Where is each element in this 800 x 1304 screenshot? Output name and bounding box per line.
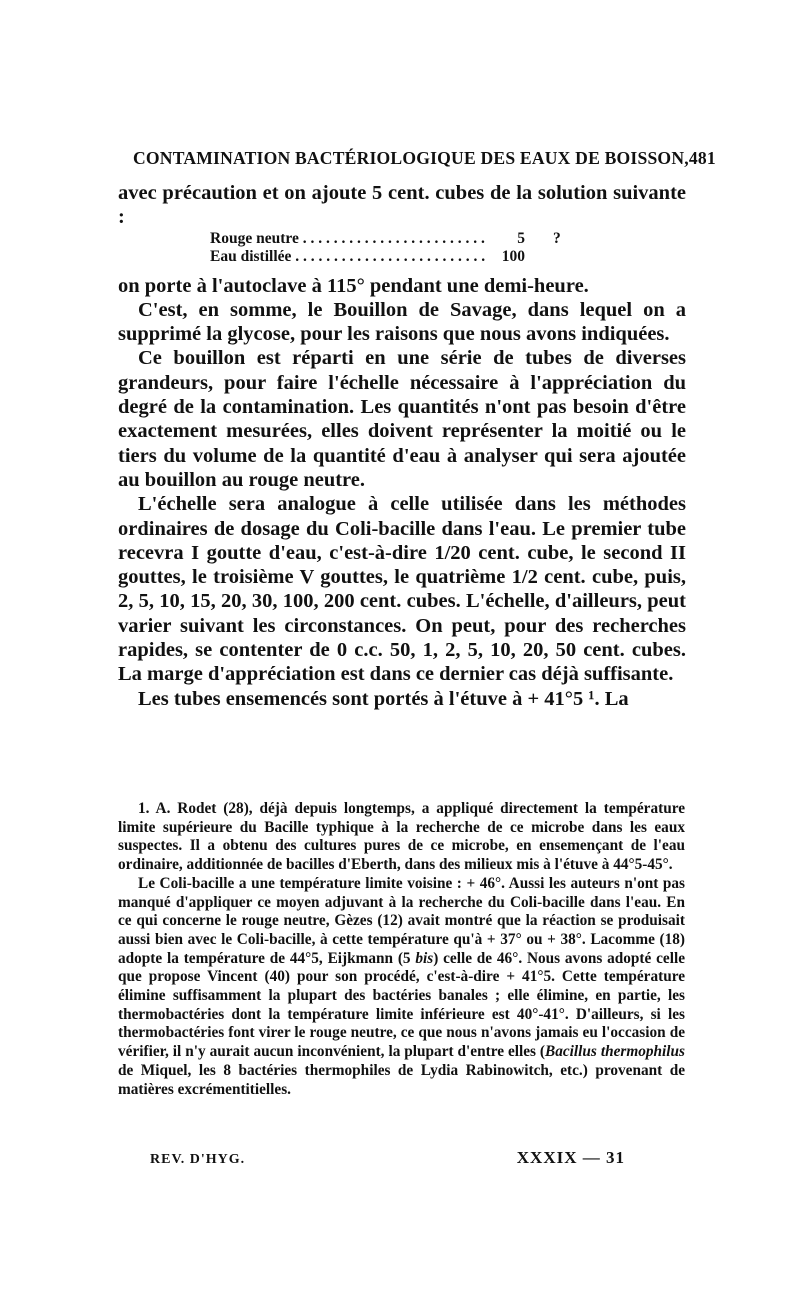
main-text <box>118 181 686 711</box>
footnotes <box>118 800 685 1099</box>
paragraph-6: Les tubes ensemencés sont portés à l'étuve à + 41°5 ¹. La <box>138 687 629 710</box>
recipe-ingredient: Eau distillée . . . <box>210 248 485 266</box>
recipe-ingredient: Rouge neutre . . . <box>210 230 485 248</box>
recipe-row <box>210 248 570 266</box>
running-header <box>133 148 716 170</box>
running-title: CONTAMINATION BACTÉRIOLOGIQUE DES EAUX DE BOISSON, <box>133 148 689 168</box>
page-number: 481 <box>688 148 716 168</box>
footnote-text: de Miquel, les 8 bactéries thermophiles de Lydia Rabinowitch, etc.) provenant de matières excrémentitielles. <box>118 1061 685 1098</box>
paragraph-2: on porte à l'autoclave à 115° pendant une demi-heure. <box>118 274 589 297</box>
footnote-text: ) celle de 46°. Nous avons adopté celle que propose Vincent (40) pour son procédé, c'est-à-dire + 41°5. Cette température élimine suffisamment la plupart des bactéries banales ; elle élimine, en partie, les thermobactéries dont la température limite inférieure est 40°-41°. D'ailleurs, si les thermobactéries font virer le rouge neutre, ce que nous n'avons jamais eu l'occasion de vérifier, il n'y aurait aucun inconvénient, la plupart d'entre elles ( <box>118 949 685 1061</box>
recipe-note: ? <box>553 229 561 247</box>
page-footer <box>150 1148 625 1168</box>
footnote-species-name: Bacillus thermophilus <box>545 1043 685 1061</box>
recipe-quantity: 100 <box>501 247 525 265</box>
footnote-1-continued <box>118 875 685 1099</box>
recipe-quantity: 5 <box>517 229 525 247</box>
paragraph-3: C'est, en somme, le Bouillon de Savage, dans lequel on a supprimé la glycose, pour les raisons que nous avons indiquées. <box>118 298 686 346</box>
signature-mark: XXXIX — 31 <box>516 1148 625 1167</box>
journal-abbreviation: REV. D'HYG. <box>150 1152 246 1167</box>
paragraph-4: Ce bouillon est réparti en une série de tubes de diverses grandeurs, pour faire l'échelle nécessaire à l'appréciation du degré de la contamination. Les quantités n'ont pas besoin d'être exactement mesurées, elles doivent représenter la moitié ou le tiers du volume de la quantité d'eau à analyser qui sera ajoutée au bouillon au rouge neutre. <box>118 347 686 491</box>
footnote-text: Le Coli-bacille a une température limite voisine : + 46°. Aussi les auteurs n'ont pas manqué d'appliquer ce moyen adjuvant à la recherche du Coli-bacille dans l'eau. En ce qui concerne le rouge neutre, Gèzes (12) avait montré que la réaction se produisait aussi bien avec le Coli-bacille, à cette température qu'à + 37° ou + 38°. Lacomme (18) adopte la température de 44°5, Eijkmann (5 <box>118 874 685 967</box>
recipe-table <box>118 230 686 266</box>
footnote-italic: bis <box>415 949 434 967</box>
paragraph-1: avec précaution et on ajoute 5 cent. cubes de la solution suivante : <box>118 182 686 229</box>
footnote-1: 1. A. Rodet (28), déjà depuis longtemps, a appliqué directement la température limite supérieure du Bacille typhique à la recherche de ce microbe dans les eaux suspectes. Il a obtenu des cultures pures de ce microbe, en ensemençant de l'eau ordinaire, additionnée de bacilles d'Eberth, dans des milieux mis à l'étuve à 44°5-45°. <box>118 800 685 874</box>
recipe-row <box>210 230 570 248</box>
paragraph-5: L'échelle sera analogue à celle utilisée dans les méthodes ordinaires de dosage du Coli-bacille dans l'eau. Le premier tube recevra I goutte d'eau, c'est-à-dire 1/20 cent. cube, le second II gouttes, le troisième V gouttes, le quatrième 1/2 cent. cube, puis, 2, 5, 10, 15, 20, 30, 100, 200 cent. cubes. L'échelle, d'ailleurs, peut varier suivant les circonstances. On peut, pour des recherches rapides, se contenter de 0 c.c. 50, 1, 2, 5, 10, 20, 50 cent. cubes. La marge d'appréciation est dans ce dernier cas déjà suffisante. <box>118 493 686 686</box>
